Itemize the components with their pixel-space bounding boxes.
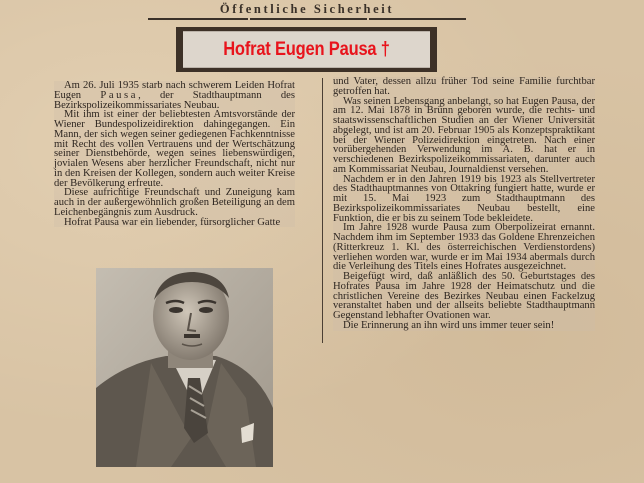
- portrait-illustration: [96, 268, 273, 467]
- paragraph: Die Erinnerung an ihn wird uns immer teuer sein!: [343, 319, 555, 331]
- portrait-photo: [96, 268, 273, 467]
- paragraph: Am 26. Juli 1935 starb nach schwerem Leiden Hofrat Eugen Pausa, der Stadthauptmann des Bezirkspolizeikommissariates Neubau.: [54, 80, 295, 111]
- paragraph: Diese aufrichtige Freundschaft und Zuneigung kam auch in der außergewöhnlich großen Beteiligung an dem Leichenbegängnis zum Ausdruck.: [54, 187, 295, 218]
- article-left-column: [54, 81, 295, 227]
- paragraph: Mit ihm ist einer der beliebtesten Amtsvorstände der Wiener Bundespolizeidirektion dahingegangen. Ein Mann, der sich wegen seiner gediegenen Fachkenntnisse mit Recht des vollen Vertrauens und der Wertschätzung seiner Dienstbehörde, wegen seines liebenswürdigen, jovialen Wesens aber herzlicher Freundschaft, nicht nur in den Kreisen der Kollegen, sondern auch weiter Kreise der Bevölkerung erfreute.: [54, 109, 295, 189]
- paragraph: Hofrat Pausa war ein liebender, fürsorglicher Gatte: [64, 216, 281, 228]
- heading-rule-center: [250, 18, 367, 20]
- emphasized-name: Pausa: [100, 89, 139, 101]
- obituary-title-frame: [176, 27, 437, 72]
- paragraph: Nachdem er in den Jahren 1919 bis 1923 als Stellvertreter des Stadthauptmannes von Ottakring fungiert hatte, wurde er mit 15. Mai 1923 zum Stadthauptmann des Bezirkspolizeikommissariates Neubau bestellt, eine Funktion, die er bis zu seinem Tode bekleidete.: [333, 173, 595, 224]
- paragraph: Was seinen Lebensgang anbelangt, so hat Eugen Pausa, der am 12. Mai 1878 in Brünn geboren wurde, die rechts- und staatswissenschaftlichen Studien an der Wiener Universität abgelegt, und ist am 20. Februar 1905 als Konzeptspraktikant bei der Wiener Polizeidirektion eingetreten. Nach einer vorübergehenden Verwendung im A. B. hat er in verschiedenen Bezirkspolizeikommissariaten, darunter auch am Kommissariat Neubau, Journaldienst versehen.: [333, 95, 595, 175]
- column-divider: [322, 78, 323, 343]
- article-right-column: [333, 77, 595, 331]
- paragraph: Beigefügt wird, daß anläßlich des 50. Geburtstages des Hofrates Pausa im Jahre 1928 der Heimatschutz und die christlichen Vereine des Bezirkes Neubau einen Fackelzug veranstaltet haben und der allseits beliebte Stadthauptmann Gegenstand lebhafter Ovationen war.: [333, 271, 595, 321]
- paragraph: Im Jahre 1928 wurde Pausa zum Oberpolizeirat ernannt. Nachdem ihm im September 1933 das Goldene Ehrenzeichen (Ritterkreuz 1. Kl. des österreichischen Verdienstordens) verliehen worden war, wurde er im Mai 1934 abermals durch die Verleihung des Titels eines Hofrates ausgezeichnet.: [333, 222, 595, 273]
- obituary-title: Hofrat Eugen Pausa †: [183, 31, 430, 68]
- paragraph: und Vater, dessen allzu früher Tod seine Familie furchtbar getroffen hat.: [333, 76, 595, 97]
- heading-rule-right: [369, 18, 466, 20]
- heading-rule-left: [148, 18, 248, 20]
- section-heading: Öffentliche Sicherheit: [219, 2, 395, 16]
